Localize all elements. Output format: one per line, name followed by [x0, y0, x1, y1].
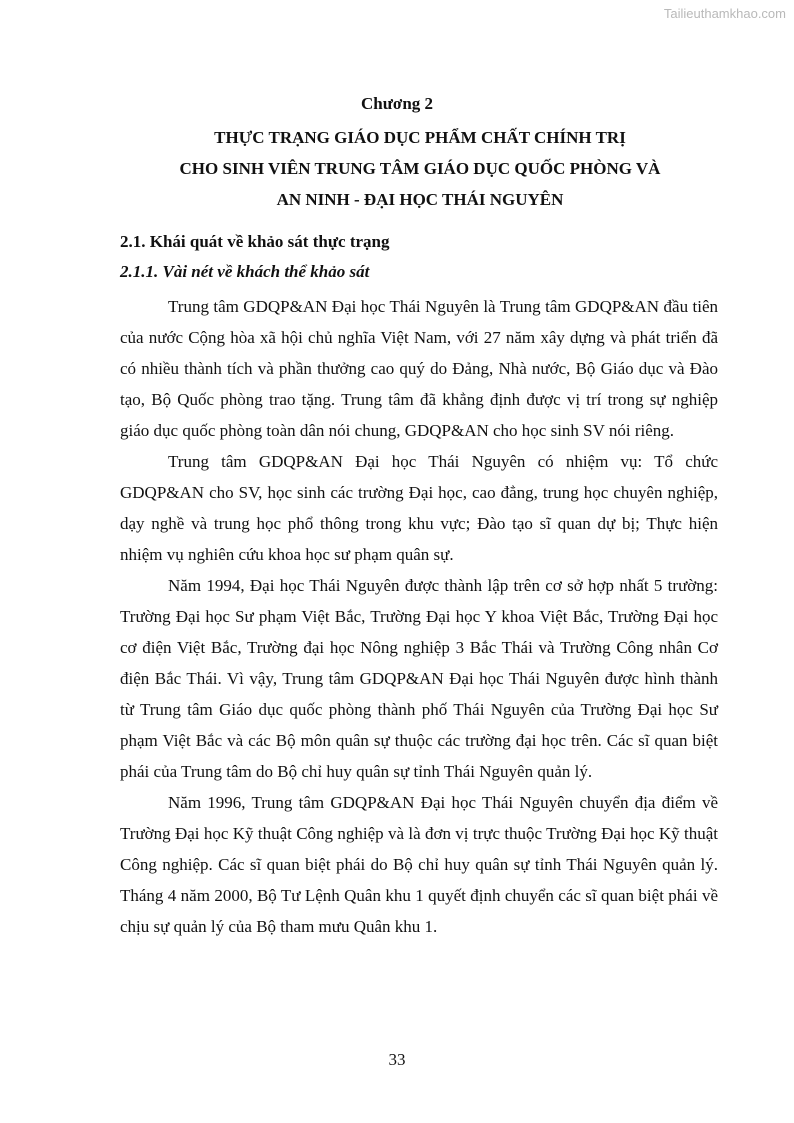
- paragraph: Trung tâm GDQP&AN Đại học Thái Nguyên là Trung tâm GDQP&AN đầu tiên của nước Cộng hòa xã hội chủ nghĩa Việt Nam, với 27 năm xây dựng và phát triển đã có nhiều thành tích và phần thưởng cao quý do Đảng, Nhà nước, Bộ Giáo dục và Đào tạo, Bộ Quốc phòng trao tặng. Trung tâm đã khẳng định được vị trí trong sự nghiệp giáo dục quốc phòng toàn dân nói chung, GDQP&AN cho học sinh SV nói riêng.: [120, 297, 718, 440]
- paragraph: Trung tâm GDQP&AN Đại học Thái Nguyên có nhiệm vụ: Tổ chức GDQP&AN cho SV, học sinh các trường Đại học, cao đẳng, trung học chuyên nghiệp, dạy nghề và trung học phổ thông trong khu vực; Đào tạo sĩ quan dự bị; Thực hiện nhiệm vụ nghiên cứu khoa học sư phạm quân sự.: [120, 452, 718, 564]
- watermark: Tailieuthamkhao.com: [663, 6, 786, 21]
- chapter-title-line: CHO SINH VIÊN TRUNG TÂM GIÁO DỤC QUỐC PHÒNG VÀ: [179, 159, 661, 178]
- chapter-title-line: AN NINH - ĐẠI HỌC THÁI NGUYÊN: [276, 190, 564, 209]
- paragraph: Năm 1994, Đại học Thái Nguyên được thành lập trên cơ sở hợp nhất 5 trường: Trường Đại học Sư phạm Việt Bắc, Trường Đại học Y khoa Việt Bắc, Trường Đại học cơ điện Việt Bắc, Trường đại học Nông nghiệp 3 Bắc Thái và Trường Công nhân Cơ điện Bắc Thái. Vì vậy, Trung tâm GDQP&AN Đại học Thái Nguyên được hình thành từ Trung tâm Giáo dục quốc phòng thành phố Thái Nguyên của Trường Đại học Sư phạm Việt Bắc và các Bộ môn quân sự thuộc các trường đại học trên. Các sĩ quan biệt phái của Trung tâm do Bộ chỉ huy quân sự tỉnh Thái Nguyên quản lý.: [120, 576, 718, 781]
- subsection-heading: 2.1.1. Vài nét về khách thể khảo sát: [120, 262, 370, 281]
- page-number: 33: [388, 1050, 406, 1069]
- chapter-title-line: THỰC TRẠNG GIÁO DỤC PHẨM CHẤT CHÍNH TRỊ: [214, 128, 626, 147]
- section-heading: 2.1. Khái quát về khảo sát thực trạng: [120, 232, 390, 251]
- chapter-title: [120, 122, 720, 215]
- body-text: [120, 291, 718, 942]
- paragraph: Năm 1996, Trung tâm GDQP&AN Đại học Thái Nguyên chuyển địa điểm về Trường Đại học Kỹ thuật Công nghiệp và là đơn vị trực thuộc Trường Đại học Kỹ thuật Công nghiệp. Các sĩ quan biệt phái do Bộ chỉ huy quân sự tỉnh Thái Nguyên quản lý. Tháng 4 năm 2000, Bộ Tư Lệnh Quân khu 1 quyết định chuyển các sĩ quan biệt phái về chịu sự quản lý của Bộ tham mưu Quân khu 1.: [120, 793, 718, 936]
- chapter-label: Chương 2: [360, 94, 434, 113]
